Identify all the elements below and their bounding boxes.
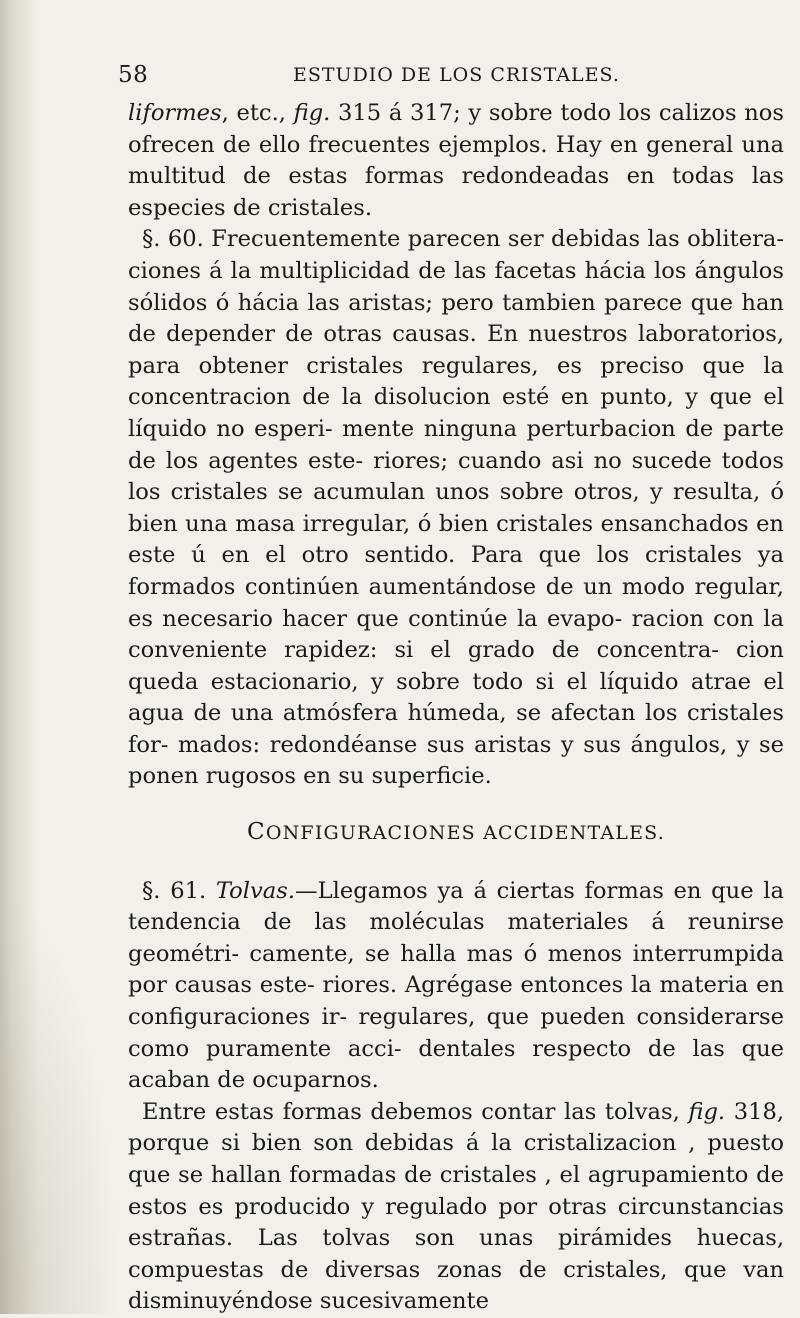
scan-corner-stain xyxy=(0,894,120,1314)
section-title: Tolvas. xyxy=(215,877,296,904)
paragraph-section-60 xyxy=(128,224,784,793)
body-text xyxy=(128,98,784,1318)
italic-word: liformes xyxy=(128,100,222,126)
heading-initial: C xyxy=(247,819,266,846)
section-number: §. 61. xyxy=(142,877,216,904)
paragraph-tolvas xyxy=(128,1097,784,1318)
paragraph-text: , etc., xyxy=(221,100,294,126)
paragraph-text: 315 á 317; y sobre todo los calizos nos ofrecen de ello frecuentes ejemplos. Hay en general una multitud de estas formas redondeadas en todas las especies de cristales. xyxy=(128,100,784,221)
paragraph-continuation xyxy=(128,98,784,224)
paragraph-text: Entre estas formas debemos contar las tolvas, xyxy=(142,1098,689,1125)
paragraph-text: §. 60. Frecuentemente parecen ser debidas las oblitera- ciones á la multiplicidad de las facetas hácia los ángulos sólidos ó hácia las aristas; pero tambien parece que han de depender de otras causas. En nuestros laboratorios, para obtener cristales regulares, es preciso que la concentracion de la disolucion esté en punto, y que el líquido no esperi- mente ninguna perturbacion de parte de los agentes este- riores; cuando asi no sucede todos los cristales se acumulan unos sobre otros, y resulta, ó bien una masa irregular, ó bien cristales ensanchados en este ú en el otro sentido. Para que los cristales ya formados continúen aumentándose de un modo regular, es necesario hacer que continúe la evapo- racion con la conveniente rapidez: si el grado de concentra- cion queda estacionario, y sobre todo si el líquido atrae el agua de una atmósfera húmeda, se afectan los cristales for- mados: redondéanse sus aristas y sus ángulos, y se ponen rugosos en su superficie. xyxy=(128,226,784,790)
running-title: ESTUDIO DE LOS CRISTALES. xyxy=(293,64,620,86)
running-head xyxy=(118,60,784,94)
heading-rest: ONFIGURACIONES ACCIDENTALES. xyxy=(265,822,665,845)
fig-reference: fig. xyxy=(293,100,331,126)
paragraph-text: 318, porque si bien son debidas á la cristalizacion , puesto que se hallan formadas de cristales , el agrupamiento de estos es producido y regulado por otras circunstancias estrañas. Las tolvas son unas pirámides huecas, compuestas de diversas zonas de cristales, que van disminuyéndose sucesivamente xyxy=(128,1098,784,1315)
paragraph-section-61 xyxy=(128,876,784,1097)
section-heading xyxy=(128,817,784,850)
fig-reference: fig. xyxy=(688,1098,726,1125)
paragraph-text: —Llegamos ya á ciertas formas en que la tendencia de las moléculas materiales á reunirse geométri- camente, se halla mas ó menos interrumpida por causas este- riores. Agrégase entonces la materia en configuraciones ir- regulares, que pueden considerarse como puramente acci- dentales respecto de las que acaban de ocuparnos. xyxy=(128,877,784,1094)
book-page xyxy=(118,60,784,1318)
page-number: 58 xyxy=(118,62,149,88)
